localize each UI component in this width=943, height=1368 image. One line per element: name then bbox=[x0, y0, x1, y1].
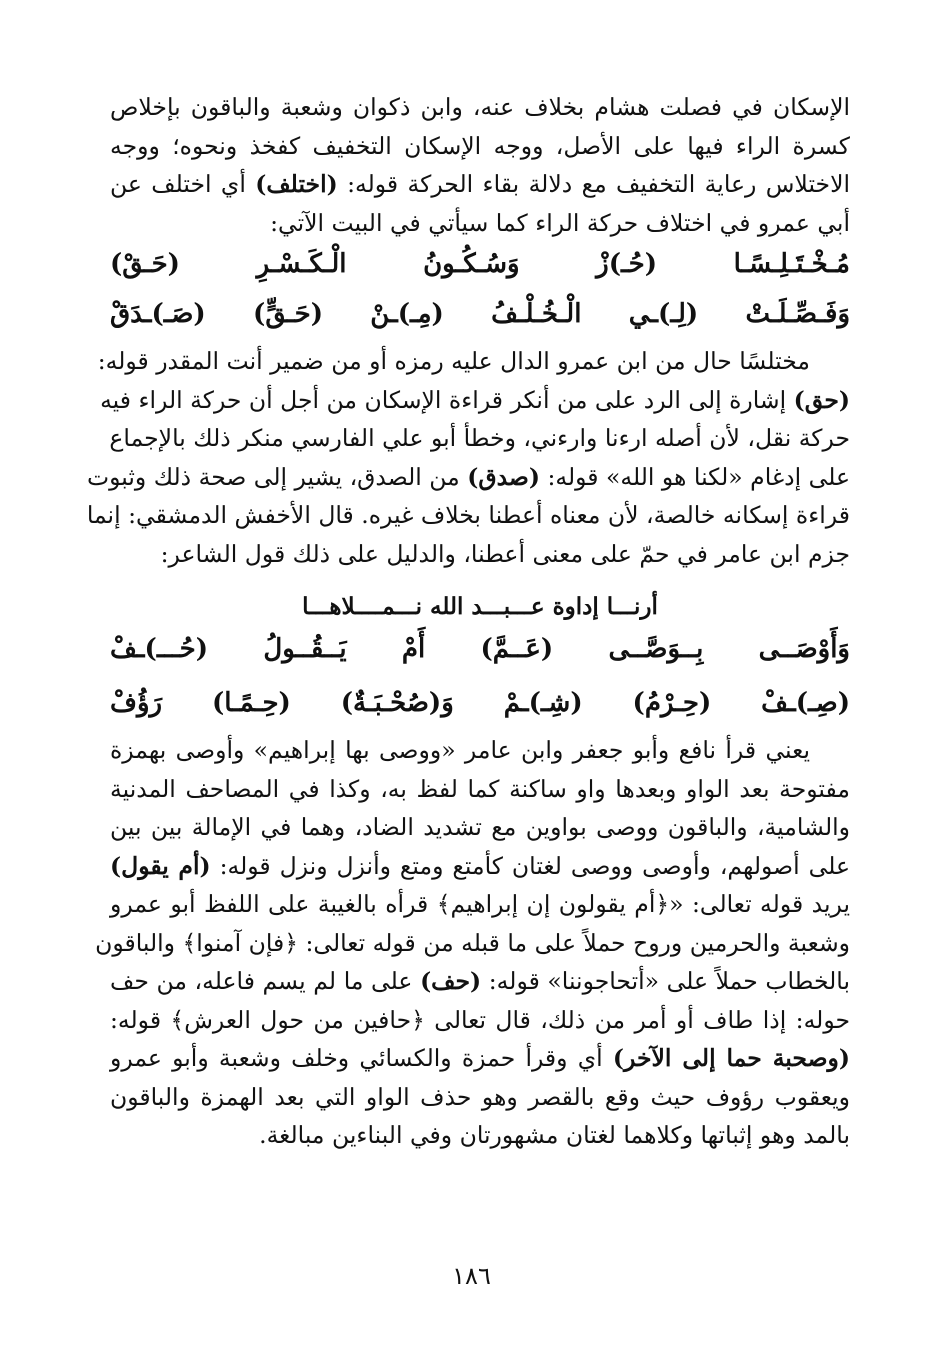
text-run: على إدغام «لكنا هو الله» قوله: bbox=[540, 462, 850, 491]
page-body bbox=[86, 88, 851, 1155]
text-line: كسرة الراء فيها على الأصل، ووجه الإسكان التخفيف كفخذ ونحوه؛ ووجه bbox=[110, 131, 850, 160]
bold-term: (اختلف) bbox=[255, 170, 338, 198]
text-line bbox=[87, 458, 850, 497]
text-line: أبي عمرو في اختلاف حركة الراء كما سيأتي في البيت الآتي: bbox=[270, 208, 850, 237]
text-run: من الصدق، يشير إلى صحة ذلك وثبوت bbox=[87, 462, 468, 491]
text-line: يريد قوله تعالى: «﴿أم يقولون إن إبراهيم﴾ قرأه بالغيبة على اللفظ أبو عمرو bbox=[110, 890, 850, 918]
verse-line: وَأَوْصَــى بِــوَصَّــى (عَــمَّ) أَمْ يَــقُــولُ (حُـــ)ـفْ bbox=[110, 634, 850, 664]
text-line: يعني قرأ نافع وأبو جعفر وابن عامر «ووصى بها إبراهيم» وأوصى بهمزة bbox=[110, 736, 810, 764]
paragraph-2 bbox=[86, 342, 850, 573]
bold-term: (صدق) bbox=[467, 462, 540, 491]
text-run: أي وقرأ حمزة والكسائي وخلف وشعبة وأبو عمرو bbox=[110, 1044, 613, 1072]
text-line: وشعبة والحرمين وروح حملاً على ما قبله من قوله تعالى: ﴿فإن آمنوا﴾ والباقون bbox=[95, 928, 850, 957]
text-line: حوله: إذا طاف أو أمر من ذلك، قال تعالى ﴿حافين من حول العرش﴾ قوله: bbox=[110, 1005, 850, 1034]
text-line bbox=[110, 847, 850, 886]
text-line: الإسكان في فصلت هشام بخلاف عنه، وابن ذكوان وشعبة والباقون بإخلاص bbox=[110, 93, 850, 121]
bold-term: (وصحبة حما إلى الآخر) bbox=[612, 1044, 850, 1072]
text-run: على أصولهم، وأوصى ووصى لغتان كأمتع ومتع وأنزل ونزل قوله: bbox=[210, 851, 851, 880]
text-line: مختلسًا حال من ابن عمرو الدال عليه رمزه أو من ضمير أنت المقدر قوله: bbox=[97, 347, 810, 375]
text-line: حركة نقل، لأن أصله ارءنا وارءني، وخطأ أبو علي الفارسي منكر ذلك بالإجماع bbox=[109, 424, 850, 452]
text-line bbox=[110, 962, 850, 1001]
poem-line: أرنـــا إداوة عـــبـــد الله نـــمــــلاهـــا bbox=[302, 593, 658, 620]
paragraph-3 bbox=[95, 731, 851, 1155]
text-run: الاختلاس رعاية التخفيف مع دلالة بقاء الحركة قوله: bbox=[337, 170, 850, 198]
text-line bbox=[100, 381, 850, 420]
bold-term: (أم يقول) bbox=[110, 851, 211, 880]
text-line: جزم ابن عامر في حمّ على معنى أعطنا، والدليل على ذلك قول الشاعر: bbox=[160, 539, 850, 568]
verse-line: مُـخْـتَـلِـسًـا (حُـ)زْ وَسُـكُـونُ الْـكَـسْـرِ (حَـقْ) bbox=[110, 249, 850, 279]
text-line bbox=[110, 165, 850, 204]
bold-term: (حق) bbox=[793, 385, 850, 414]
text-line bbox=[110, 1039, 850, 1078]
text-line: ويعقوب رؤوف حيث وقع بالقصر وهو حذف الواو التي بعد الهمزة والباقون bbox=[110, 1082, 850, 1111]
text-line: مفتوحة بعد الواو وبعدها واو ساكنة كما لفظ به، وكذا في المصاحف المدنية bbox=[110, 774, 850, 803]
page-number: ١٨٦ bbox=[452, 1262, 491, 1290]
text-line: قراءة إسكانه خالصة، لأن معناه أعطنا بخلاف غيره. قال الأخفش الدمشقي: إنما bbox=[86, 501, 850, 529]
text-line: والشامية، والباقون ووصى بواوين مع تشديد الضاد، وهما في الإمالة بين بين bbox=[110, 813, 850, 841]
verse-line: (صِـ)ـفْ (حِـرْمُ) (شِـ)ـمْ وَ(صُحْـبَـةٌ) (حِـمًـا) رَؤُفْ bbox=[110, 688, 850, 718]
bold-term: (حف) bbox=[420, 967, 482, 995]
verse-line: وَفَـصِّـلَـتْ (لِـ)ـي الْـخُـلْـفُ (مِـ)ـنْ (حَـقٍّ) (صَـ)ـدَقْ bbox=[110, 299, 850, 329]
text-run: على ما لم يسم فاعله، من حف bbox=[110, 967, 421, 995]
text-run: أي اختلف عن bbox=[110, 170, 256, 198]
text-line: بالمد وهو إثباتها وكلاهما لغتان مشهورتان وفي البناءين مبالغة. bbox=[259, 1121, 850, 1149]
text-run: بالخطاب حملاً على «أتحاجوننا» قوله: bbox=[481, 967, 850, 995]
paragraph-1 bbox=[110, 88, 850, 242]
text-run: إشارة إلى الرد على من أنكر قراءة الإسكان من أجل أن حركة الراء فيه bbox=[100, 385, 794, 414]
